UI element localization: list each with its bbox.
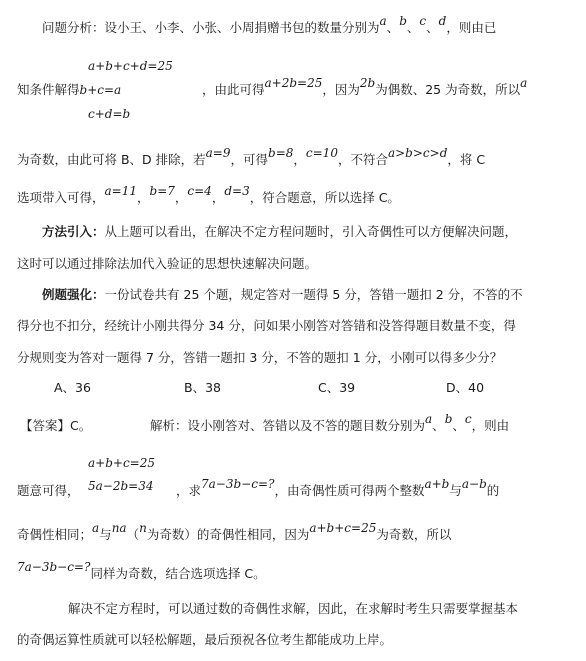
answer-parity: ，由奇偶性质可得两个整数	[274, 483, 425, 498]
p1-bring: ，将 C	[447, 152, 486, 167]
answer-final: 同样为奇数，结合选项选择 C。	[90, 566, 266, 581]
answer-paren-text: 为奇数）的奇偶性相同，因为	[146, 527, 310, 542]
p1-get: ，可得	[230, 152, 269, 167]
expr-diff: a−b	[461, 477, 487, 491]
answer-line-2c	[176, 477, 500, 499]
sep: 、	[406, 20, 420, 35]
answer-same: 奇偶性相同；	[17, 527, 93, 542]
p1-conclusion: ，符合题意，所以选择 C。	[249, 190, 400, 205]
value-c10: c=10	[305, 146, 338, 160]
p1-even: 为偶数、25 为奇数，所以	[375, 82, 521, 97]
var-b: b	[399, 14, 407, 28]
method-heading: 方法引入：	[42, 224, 105, 239]
answer-with2: 与	[99, 527, 112, 542]
equation-sum: a+b+c+d=25	[88, 59, 173, 73]
var-d: d	[438, 14, 447, 28]
var-a-end: a	[520, 76, 528, 90]
sep: 、	[432, 418, 445, 433]
example-line-3: 分规则变为答对一题得 7 分，答错一题扣 3 分，不答的题扣 1 分，小刚可以得多少分？	[17, 350, 503, 365]
answer-ask: ，求	[176, 483, 202, 498]
p1-line-4	[17, 184, 400, 206]
answer-target: 7a−3b−c=?	[201, 477, 275, 491]
var-c: c	[419, 14, 427, 28]
answer-line-2b	[88, 478, 153, 494]
p1-line-2b	[202, 76, 528, 98]
equation-bc: b+c=a	[79, 83, 122, 97]
option-c: C、39	[318, 380, 356, 395]
method-line-2: 这时可以通过排除法加代入验证的思想快速解决问题。	[17, 256, 318, 271]
value-c4: c=4	[187, 184, 212, 198]
p1-sub: 选项带入可得，	[17, 190, 105, 205]
sep: 、	[386, 20, 400, 35]
option-d: D、40	[446, 380, 485, 395]
method-line-1	[42, 224, 517, 240]
equation-a2b: a+2b=25	[264, 76, 323, 90]
var-b: b	[444, 412, 453, 426]
answer-label: 【答案】C。	[20, 418, 92, 433]
var-n: n	[139, 521, 147, 535]
sep: ，	[293, 152, 306, 167]
var-a: a	[92, 521, 100, 535]
expr-na: na	[111, 521, 127, 535]
sep: ，	[174, 190, 188, 205]
answer-target-2: 7a−3b−c=?	[17, 560, 91, 574]
example-heading: 例题强化：	[42, 287, 105, 302]
answer-then: ，则由	[471, 418, 510, 433]
example-line-2: 得分也不扣分，经统计小刚共得分 34 分，问如果小刚答对答错和没答得题目数量不变，得	[17, 318, 516, 333]
closing-line-2: 的奇偶运算性质就可以轻松解题，最后预祝各位考生都能成功上岸。	[17, 632, 393, 647]
p1-cond: 知条件解得	[17, 82, 80, 97]
expr-2b: 2b	[359, 76, 376, 90]
p1-line-1	[42, 14, 497, 36]
answer-equation-sum-2: a+b+c=25	[309, 521, 377, 535]
value-d3: d=3	[224, 184, 250, 198]
answer-with: 与	[449, 483, 462, 498]
answer-analysis: 解析：设小刚答对、答错以及不答的题目数分别为	[150, 418, 426, 433]
example-text: 一份试卷共有 25 个题，规定答对一题得 5 分，答错一题扣 2 分，不答的不	[104, 287, 523, 302]
closing-line-1: 解决不定方程时，可以通过数的奇偶性求解，因此，在求解时考生只需要掌握基本	[68, 601, 519, 616]
value-a11: a=11	[104, 184, 137, 198]
value-b8: b=8	[268, 146, 294, 160]
answer-equation-score: 5a−2b=34	[88, 479, 154, 493]
equation-cd: c+d=b	[88, 107, 131, 121]
value-b7: b=7	[149, 184, 175, 198]
sep: ，	[137, 190, 150, 205]
var-c: c	[464, 412, 472, 426]
sep: 、	[426, 20, 439, 35]
answer-line-4	[17, 560, 266, 582]
sep: ，	[211, 190, 225, 205]
answer-line-3	[17, 521, 452, 543]
answer-line-1b	[150, 412, 510, 434]
p1-notfit: ，不符合	[337, 152, 388, 167]
expr-sum: a+b	[424, 477, 450, 491]
answer-meaning: 题意可得，	[17, 483, 80, 498]
option-a: A、36	[54, 380, 91, 395]
p1-hence: ，由此可得	[202, 82, 265, 97]
p1-line-3	[17, 146, 486, 168]
sep: 、	[452, 418, 465, 433]
answer-line-1	[20, 418, 91, 434]
p1-intro: 问题分析：设小王、小李、小张、小周捐赠书包的数量分别为	[42, 20, 380, 35]
example-line-1	[42, 287, 523, 303]
p1-odd: 为奇数，由此可将 B、D 排除，若	[17, 152, 206, 167]
p1-because: ，因为	[322, 82, 360, 97]
p1-then: ，则由已	[446, 20, 497, 35]
answer-equation-sum: a+b+c=25	[88, 456, 155, 470]
p1-line-2	[17, 82, 121, 98]
method-text: 从上题可以看出，在解决不定方程问题时，引入奇偶性可以方便解决问题，	[104, 224, 518, 239]
answer-of: 的	[486, 483, 500, 498]
value-a9: a=9	[205, 146, 231, 160]
answer-line-2	[17, 483, 80, 499]
var-a: a	[379, 14, 387, 28]
option-b: B、38	[184, 380, 221, 395]
var-a: a	[425, 412, 433, 426]
answer-isodd: 为奇数，所以	[376, 527, 452, 542]
paren: （	[126, 527, 140, 542]
order-chain: a>b>c>d	[387, 146, 448, 160]
